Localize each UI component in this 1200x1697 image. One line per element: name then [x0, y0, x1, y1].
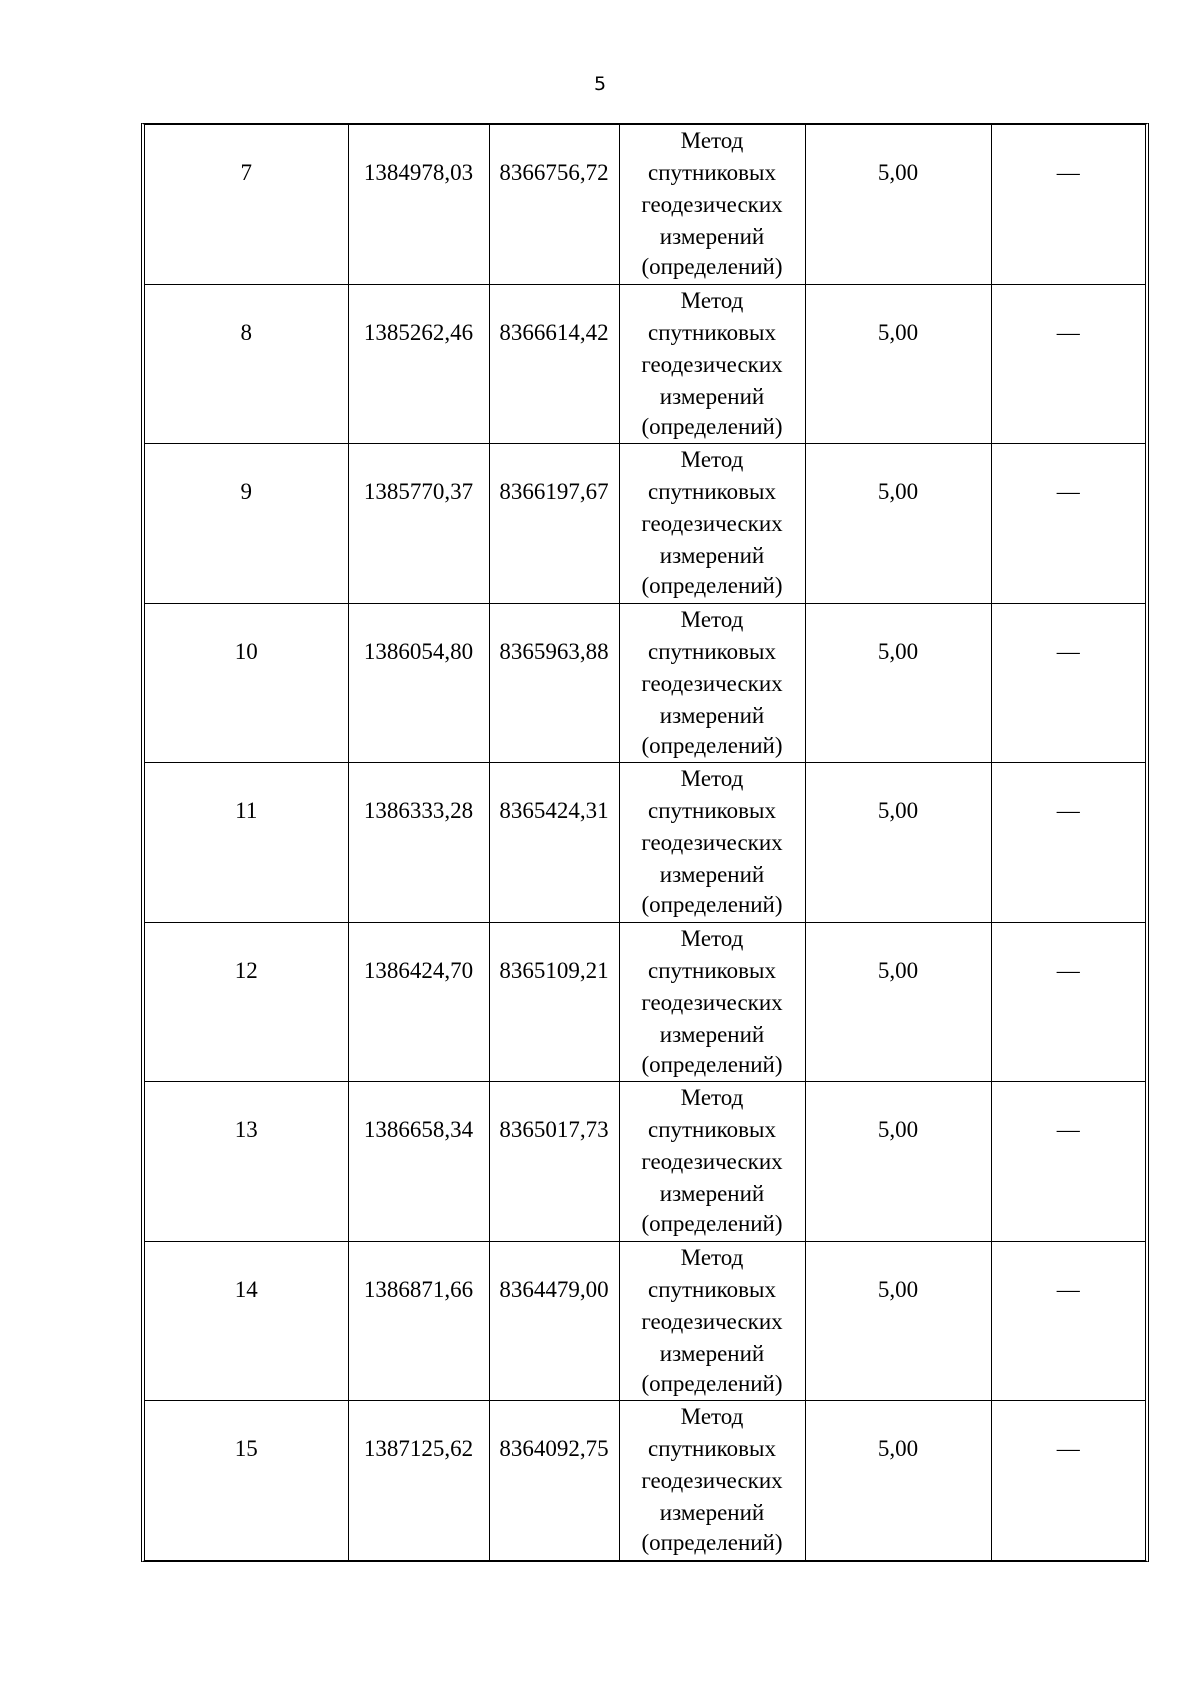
method-line: Метод — [680, 766, 744, 792]
note-cell — [991, 444, 1145, 604]
table-row — [145, 284, 1145, 444]
method-line: геодезических — [641, 830, 783, 856]
method-line: спутниковых — [647, 1436, 776, 1462]
dash-mark: — — [1056, 160, 1080, 185]
point-number-cell: 15 — [145, 1401, 348, 1560]
dash-mark: — — [1056, 319, 1080, 345]
method-line: измерений — [659, 1181, 765, 1207]
accuracy-cell: 5,00 — [805, 922, 991, 1082]
accuracy-cell: 5,00 — [805, 763, 991, 923]
method-line: измерений — [659, 702, 765, 728]
table-row — [145, 1082, 1145, 1242]
method-line: спутниковых — [647, 798, 776, 824]
point-number-cell: 7 — [145, 125, 348, 284]
dash-mark: — — [1056, 479, 1080, 505]
method-line: измерений — [659, 224, 765, 249]
coordinates-table-frame — [141, 123, 1149, 1562]
table-row — [145, 444, 1145, 604]
method-line: геодезических — [641, 670, 783, 696]
point-number-cell: 10 — [145, 603, 348, 763]
method-line: геодезических — [641, 989, 783, 1015]
method-line: (определений) — [641, 254, 783, 279]
x-coordinate-cell: 1387125,62 — [348, 1401, 489, 1560]
method-line: (определений) — [641, 413, 783, 439]
y-coordinate-cell: 8365017,73 — [489, 1082, 619, 1242]
y-coordinate-cell: 8366614,42 — [489, 284, 619, 444]
method-cell — [619, 1241, 805, 1401]
point-number-cell: 12 — [145, 922, 348, 1082]
method-line: измерений — [659, 1340, 765, 1366]
method-line: измерений — [659, 1021, 765, 1047]
method-line: спутниковых — [647, 957, 776, 983]
method-line: измерений — [659, 543, 765, 569]
note-cell — [991, 284, 1145, 444]
method-line: измерений — [659, 862, 765, 888]
accuracy-cell: 5,00 — [805, 125, 991, 284]
method-line: Метод — [680, 606, 744, 632]
method-line: Метод — [680, 447, 744, 473]
accuracy-cell: 5,00 — [805, 284, 991, 444]
method-cell — [619, 922, 805, 1082]
accuracy-cell: 5,00 — [805, 444, 991, 604]
dash-mark: — — [1056, 957, 1080, 983]
method-cell — [619, 125, 805, 284]
method-line: спутниковых — [647, 638, 776, 664]
method-line: Метод — [680, 128, 744, 153]
method-line: Метод — [680, 925, 744, 951]
method-line: Метод — [680, 1404, 744, 1430]
coordinates-table — [145, 125, 1145, 1560]
method-line: Метод — [680, 1244, 744, 1270]
method-line: геодезических — [641, 351, 783, 377]
accuracy-cell: 5,00 — [805, 1082, 991, 1242]
accuracy-cell: 5,00 — [805, 1401, 991, 1560]
x-coordinate-cell: 1386333,28 — [348, 763, 489, 923]
table-row — [145, 125, 1145, 284]
point-number-cell: 13 — [145, 1082, 348, 1242]
dash-mark: — — [1056, 638, 1080, 664]
method-line: спутниковых — [647, 160, 776, 185]
dash-mark: — — [1056, 1117, 1080, 1143]
coordinates-table-body — [145, 125, 1145, 1560]
method-line: измерений — [659, 383, 765, 409]
note-cell — [991, 763, 1145, 923]
method-line: Метод — [680, 287, 744, 313]
accuracy-cell: 5,00 — [805, 603, 991, 763]
method-line: спутниковых — [647, 1117, 776, 1143]
note-cell — [991, 603, 1145, 763]
method-cell — [619, 1082, 805, 1242]
point-number-cell: 14 — [145, 1241, 348, 1401]
method-line: (определений) — [641, 1530, 783, 1556]
table-row — [145, 1401, 1145, 1560]
method-cell — [619, 444, 805, 604]
table-row — [145, 603, 1145, 763]
method-line: геодезических — [641, 1308, 783, 1334]
y-coordinate-cell: 8365963,88 — [489, 603, 619, 763]
dash-mark: — — [1056, 798, 1080, 824]
y-coordinate-cell: 8366197,67 — [489, 444, 619, 604]
x-coordinate-cell: 1386658,34 — [348, 1082, 489, 1242]
method-cell — [619, 284, 805, 444]
method-line: спутниковых — [647, 1276, 776, 1302]
y-coordinate-cell: 8366756,72 — [489, 125, 619, 284]
method-line: (определений) — [641, 573, 783, 599]
table-row — [145, 763, 1145, 923]
x-coordinate-cell: 1386424,70 — [348, 922, 489, 1082]
note-cell — [991, 1241, 1145, 1401]
x-coordinate-cell: 1385262,46 — [348, 284, 489, 444]
x-coordinate-cell: 1385770,37 — [348, 444, 489, 604]
method-line: (определений) — [641, 732, 783, 758]
y-coordinate-cell: 8365424,31 — [489, 763, 619, 923]
method-line: Метод — [680, 1085, 744, 1111]
dash-mark: — — [1056, 1436, 1080, 1462]
y-coordinate-cell: 8364092,75 — [489, 1401, 619, 1560]
method-line: (определений) — [641, 1370, 783, 1396]
table-row — [145, 922, 1145, 1082]
table-row — [145, 1241, 1145, 1401]
x-coordinate-cell: 1386054,80 — [348, 603, 489, 763]
x-coordinate-cell: 1386871,66 — [348, 1241, 489, 1401]
method-cell — [619, 1401, 805, 1560]
method-line: (определений) — [641, 892, 783, 918]
page-number: 5 — [593, 73, 607, 95]
y-coordinate-cell: 8364479,00 — [489, 1241, 619, 1401]
method-cell — [619, 763, 805, 923]
note-cell — [991, 1082, 1145, 1242]
point-number-cell: 8 — [145, 284, 348, 444]
method-line: спутниковых — [647, 319, 776, 345]
method-line: измерений — [659, 1500, 765, 1526]
method-line: геодезических — [641, 511, 783, 537]
method-cell — [619, 603, 805, 763]
note-cell — [991, 125, 1145, 284]
method-line: геодезических — [641, 1149, 783, 1175]
y-coordinate-cell: 8365109,21 — [489, 922, 619, 1082]
accuracy-cell: 5,00 — [805, 1241, 991, 1401]
point-number-cell: 9 — [145, 444, 348, 604]
x-coordinate-cell: 1384978,03 — [348, 125, 489, 284]
method-line: (определений) — [641, 1211, 783, 1237]
method-line: геодезических — [641, 1468, 783, 1494]
note-cell — [991, 1401, 1145, 1560]
method-line: геодезических — [641, 192, 783, 217]
dash-mark: — — [1056, 1276, 1080, 1302]
point-number-cell: 11 — [145, 763, 348, 923]
method-line: (определений) — [641, 1051, 783, 1077]
note-cell — [991, 922, 1145, 1082]
method-line: спутниковых — [647, 479, 776, 505]
